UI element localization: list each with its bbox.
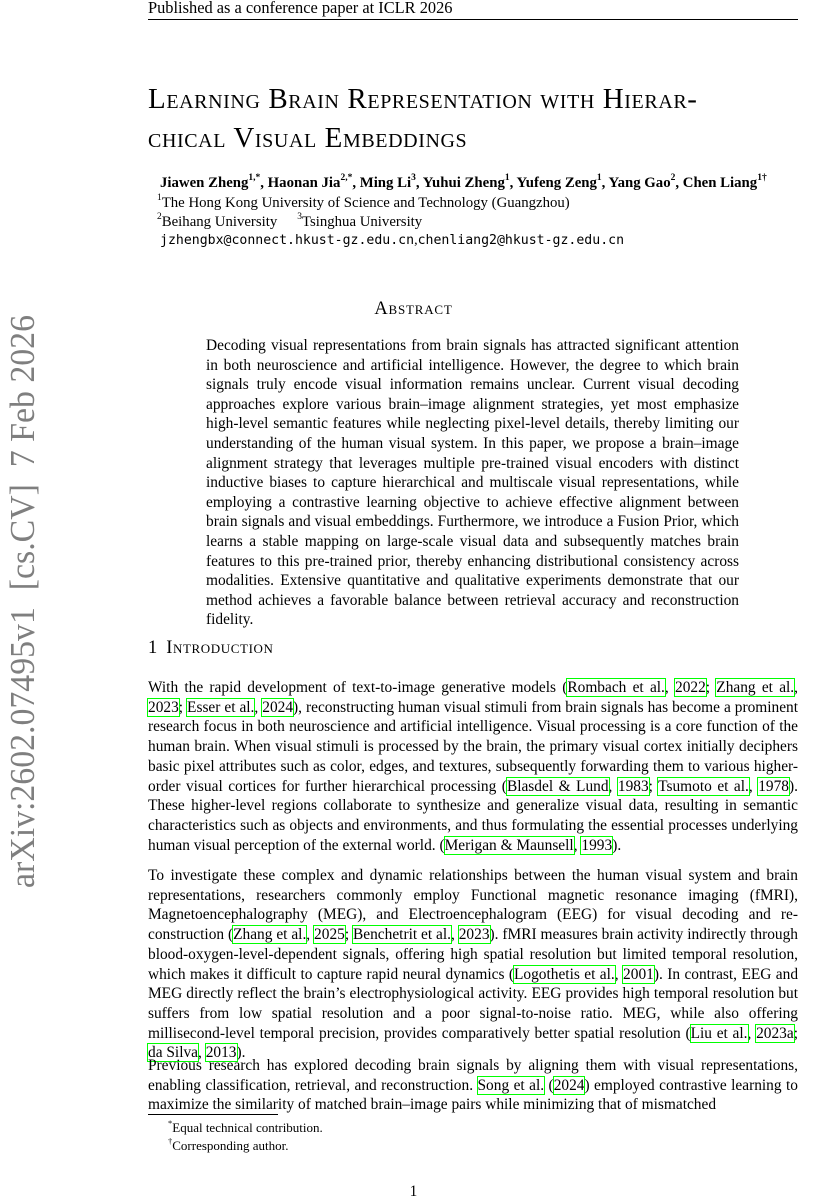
section-title: Introduction — [166, 638, 274, 658]
citation-link[interactable]: Song et al. — [477, 1076, 545, 1094]
author-name: Yufeng Zeng — [516, 175, 597, 191]
citation-link[interactable]: Rombach et al. — [567, 679, 665, 696]
email-address[interactable]: jzhengbx@connect.hkust-gz.edu.cn — [160, 233, 415, 248]
body-text: ( — [544, 1076, 554, 1094]
footnote-rule — [148, 1114, 278, 1115]
body-text: , — [306, 926, 315, 944]
body-text: , — [748, 777, 759, 795]
citation-link[interactable]: Tsumoto et al. — [658, 777, 749, 795]
author-mark: 1,* — [248, 173, 261, 184]
citation-link[interactable]: 2024 — [553, 1076, 585, 1094]
citation-link[interactable]: 2024 — [262, 698, 294, 716]
author-mark: 2 — [670, 173, 676, 184]
body-text: , — [198, 1044, 206, 1062]
author-mark: 2,* — [340, 173, 353, 184]
footnote-mark: * — [168, 1117, 173, 1128]
body-text: ), reconstructing human visual stimuli from brain signals has become a prominent research focus in both neuroscience and artificial intelligence. Visual processing is a core function of the human brain. When visual stimuli is processed by the brain, the primary visual cortex initially deciphers basic pixel attributes such as color, edges, and textures, subsequently forwarding them to various higher-order visual cortices for further hierarchical processing ( — [148, 698, 799, 795]
citation-link[interactable]: 2013 — [205, 1044, 237, 1062]
body-text: With the rapid development of text-to-image generative models ( — [148, 679, 568, 696]
citation-link[interactable]: 1993 — [581, 836, 613, 854]
affiliation-name: Beihang University — [161, 214, 278, 230]
citation-link[interactable]: Zhang et al. — [716, 679, 795, 696]
paper-title — [148, 80, 813, 158]
citation-link[interactable]: da Silva — [148, 1044, 199, 1062]
author-name: Yang Gao — [608, 175, 671, 191]
citation-link[interactable]: 2023 — [458, 926, 490, 944]
author-name: Haonan Jia — [267, 175, 341, 191]
citation-link[interactable]: 2022 — [675, 679, 706, 696]
citation-link[interactable]: Blasdel & Lund — [506, 777, 609, 795]
body-text: ). — [612, 836, 622, 854]
author-name: Jiawen Zheng — [160, 175, 249, 191]
body-text: , — [573, 836, 582, 854]
footnote-mark: † — [168, 1135, 173, 1146]
footnote-text: Equal technical contribution. — [172, 1120, 323, 1135]
citation-link[interactable]: 1978 — [758, 777, 789, 795]
author-mark: 1† — [757, 173, 767, 184]
author-mark: 1 — [596, 173, 602, 184]
body-text: ; — [178, 698, 188, 716]
email-address[interactable]: chenliang2@hkust-gz.edu.cn — [417, 233, 625, 248]
citation-link[interactable]: 1983 — [617, 777, 649, 795]
section-number: 1 — [148, 638, 158, 658]
affiliation-name: The Hong Kong University of Science and Technology (Guangzhou) — [161, 195, 570, 211]
intro-paragraph-2 — [148, 866, 798, 1063]
citation-link[interactable]: Esser et al. — [187, 698, 255, 716]
paper-title-line-1: Learning Brain Representation with Hierar- — [148, 83, 698, 115]
arxiv-stamp — [0, 0, 44, 1200]
author-list: Jiawen Zheng$^{1,*}$, Haonan Jia$^{2,*}$, Ming Li$^3$, Yuhui Zheng$^1$, Yufeng Zeng$^1$, Yang Gao$^2$, Chen Liang$^{1\dagger}$ — [160, 173, 767, 191]
author-name: Chen Liang — [682, 175, 758, 191]
arxiv-stamp-text: arXiv:2602.07495v1 [cs.CV] 7 Feb 2026 — [4, 303, 42, 888]
citation-link[interactable]: 2023a — [756, 1024, 794, 1042]
body-text: , — [450, 926, 459, 944]
body-text: ; — [648, 777, 659, 795]
body-text: To investigate these complex and dynamic relationships between the human visual system and brain representations, researchers commonly employ Functional magnetic resonance imaging (fMRI), Magnetoencephalography (MEG), and Electroencephalogram (EEG) for visual decoding and reconstruction ( — [148, 867, 798, 944]
author-name: Ming Li — [359, 175, 412, 191]
citation-link[interactable]: 2025 — [314, 926, 345, 944]
citation-link[interactable]: Merigan & Maunsell — [444, 836, 574, 854]
author-mark: 1 — [504, 173, 510, 184]
page-number: 1 — [409, 1183, 418, 1200]
affiliation-line-1 — [157, 193, 570, 214]
footnote-corresponding-author — [168, 1135, 289, 1154]
running-header: Published as a conference paper at ICLR 2026 — [148, 0, 453, 17]
author-name: Yuhui Zheng — [422, 175, 505, 191]
abstract-text: Decoding visual representations from brain signals has attracted significant attention in both neuroscience and artificial intelligence. However, the degree to which brain signals truly encode visual information remains unclear. Current visual decoding approaches explore various brain–image alignment strategies, yet most emphasize high-level semantic features while neglecting pixel-level details, thereby limiting our understanding of the human visual system. In this paper, we propose a brain–image alignment strategy that leverages multiple pre-trained visual encoders with distinct inductive biases to capture hierarchical and multiscale visual representations, while employing a contrastive learning objective to achieve effective alignment between brain signals and visual embeddings. Furthermore, we introduce a Fusion Prior, which learns a stable mapping on large-scale visual data and subsequently matches brain features to this pre-trained prior, thereby enhancing distributional consistency across modalities. Extensive quantitative and qualitative experiments demonstrate that our method achieves a favorable balance between retrieval accuracy and reconstruction fidelity. — [206, 337, 739, 629]
citation-link[interactable]: Liu et al. — [690, 1024, 748, 1042]
citation-link[interactable]: Benchetrit et al. — [353, 926, 451, 944]
section-heading-introduction — [148, 637, 274, 659]
body-text: , — [614, 965, 624, 983]
body-text: , — [747, 1024, 757, 1042]
body-text: Previous research has explored decoding brain signals by aligning them with visual representations, enabling classification, retrieval, and reconstruction. — [148, 1057, 798, 1094]
citation-link[interactable]: 2023 — [148, 698, 179, 716]
author-mark: 3 — [411, 173, 416, 184]
body-text: ). fMRI measures brain activity indirectly through blood-oxygen-level-dependent signals, offering high spatial resolution but limited temporal resolution, which makes it difficult to capture rapid neural dynamics ( — [148, 926, 798, 983]
body-text: , — [608, 777, 618, 795]
affiliation-number: 3 — [297, 212, 302, 223]
body-text: , — [664, 679, 675, 696]
intro-paragraph-1 — [148, 678, 798, 855]
footnote-text: Corresponding author. — [172, 1138, 289, 1153]
affiliation-line-2 — [157, 212, 422, 233]
affiliation-name: Tsinghua University — [301, 214, 423, 230]
affiliation-number: 1 — [157, 193, 162, 204]
affiliation-number: 2 — [157, 212, 162, 223]
author-emails: jzhengbx@connect.hkust-gz.edu.cn,chenliang2@hkust-gz.edu.cn — [160, 233, 625, 248]
body-text: ; — [344, 926, 354, 944]
body-text: ) employed contrastive learning to maximize the similarity of matched brain–image pairs while minimizing that of mismatched — [148, 1076, 798, 1114]
footnote-equal-contribution — [168, 1117, 323, 1136]
body-text: , — [254, 698, 263, 716]
body-text: , — [794, 679, 799, 696]
body-text: ; — [705, 679, 717, 696]
citation-link[interactable]: Zhang et al. — [233, 926, 307, 944]
body-text: ). These higher-level regions collaborate to synthesize and generalize visual data, resulting in semantic characteristics such as objects and environments, and thus formulating the essential processes underlying human visual perception of the external world. ( — [148, 777, 798, 854]
body-text: ). In contrast, EEG and MEG directly reflect the brain’s electrophysiological activity. EEG provides high temporal resolution but suffers from low spatial resolution and a poor signal-to-noise ratio. MEG, while also offering millisecond-level temporal precision, provides comparatively better spatial resolution ( — [148, 965, 799, 1042]
citation-link[interactable]: 2001 — [623, 965, 654, 983]
intro-paragraph-3 — [148, 1056, 798, 1115]
paper-title-line-2: chical Visual Embeddings — [148, 122, 468, 154]
body-text: ). — [236, 1044, 246, 1062]
body-text: ; — [793, 1024, 798, 1042]
abstract-heading: Abstract — [374, 299, 453, 319]
citation-link[interactable]: Logothetis et al. — [514, 965, 615, 983]
header-rule — [148, 19, 798, 20]
